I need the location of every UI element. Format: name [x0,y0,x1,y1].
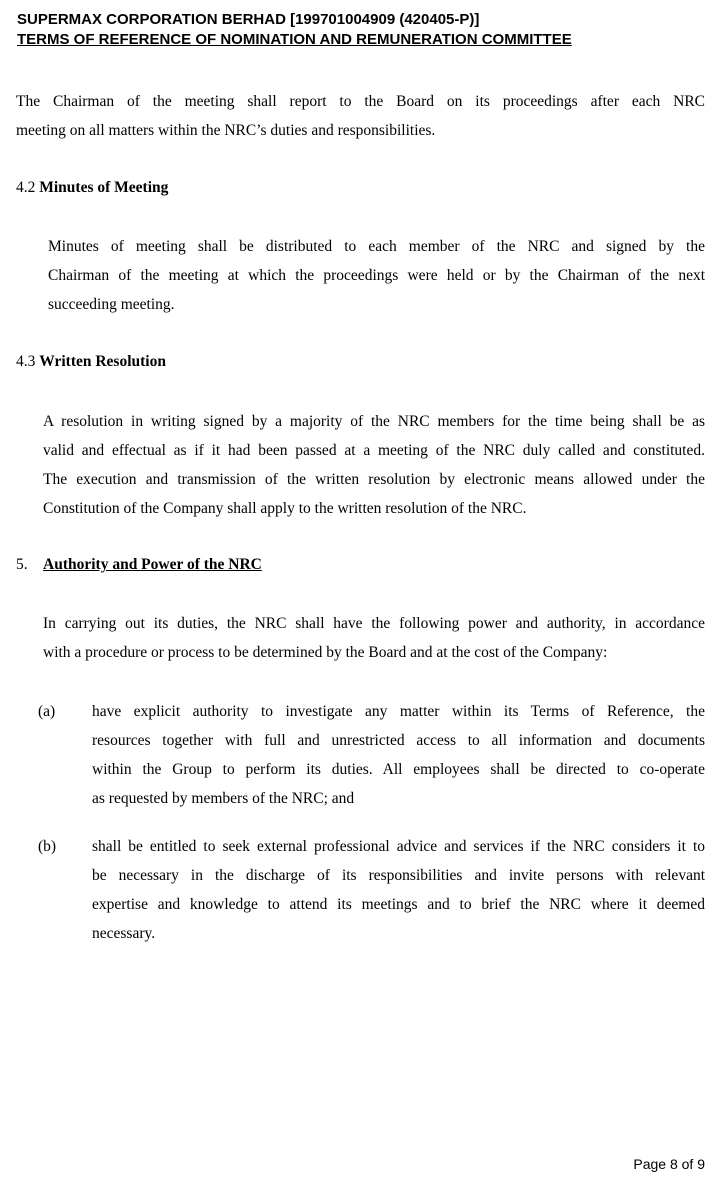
intro-paragraph [16,87,705,145]
text-line: Constitution of the Company shall apply to the written resolution of the NRC. [43,500,527,517]
text-line: A resolution in writing signed by a majority of the NRC members for the time being shall be as [43,413,705,430]
section-heading-4-3 [16,351,166,373]
text-line: necessary. [92,925,156,942]
text-line: resources together with full and unrestricted access to all information and documents [92,732,705,749]
text-line: valid and effectual as if it had been passed at a meeting of the NRC duly called and constituted. [43,442,705,459]
list-marker-b: (b) [38,838,57,855]
document-title: TERMS OF REFERENCE OF NOMINATION AND REMUNERATION COMMITTEE [17,31,572,48]
company-header: SUPERMAX CORPORATION BERHAD [199701004909 (420405-P)] [17,11,480,28]
text-line: Minutes of meeting shall be distributed to each member of the NRC and signed by the [48,238,705,255]
authority-intro-paragraph [43,609,705,667]
written-resolution-paragraph [43,407,705,523]
section-title-5: Authority and Power of the NRC [43,556,262,573]
text-line: succeeding meeting. [48,296,175,313]
text-line: with a procedure or process to be determined by the Board and at the cost of the Company: [43,644,608,661]
text-line: The execution and transmission of the written resolution by electronic means allowed under the [43,471,705,488]
section-title: Written Resolution [39,353,166,370]
text-line: meeting on all matters within the NRC’s duties and responsibilities. [16,122,436,139]
text-line: as requested by members of the NRC; and [92,790,355,807]
page-number: Page 8 of 9 [633,1156,705,1172]
section-heading-4-2 [16,177,168,199]
section-number: 4.3 [16,353,36,370]
list-item-a [92,697,705,813]
minutes-paragraph [48,232,705,319]
list-item-b [92,832,705,948]
text-line: The Chairman of the meeting shall report to the Board on its proceedings after each NRC [16,93,705,110]
text-line: be necessary in the discharge of its responsibilities and invite persons with relevant [92,867,705,884]
section-number: 4.2 [16,179,36,196]
section-title: Minutes of Meeting [39,179,169,196]
list-marker-a: (a) [38,703,56,720]
text-line: Chairman of the meeting at which the proceedings were held or by the Chairman of the next [48,267,705,284]
text-line: expertise and knowledge to attend its meetings and to brief the NRC where it deemed [92,896,705,913]
text-line: In carrying out its duties, the NRC shall have the following power and authority, in accordance [43,615,705,632]
text-line: shall be entitled to seek external professional advice and services if the NRC considers it to [92,838,705,855]
text-line: have explicit authority to investigate any matter within its Terms of Reference, the [92,703,705,720]
text-line: within the Group to perform its duties. All employees shall be directed to co-operate [92,761,705,778]
section-number-5: 5. [16,556,28,573]
